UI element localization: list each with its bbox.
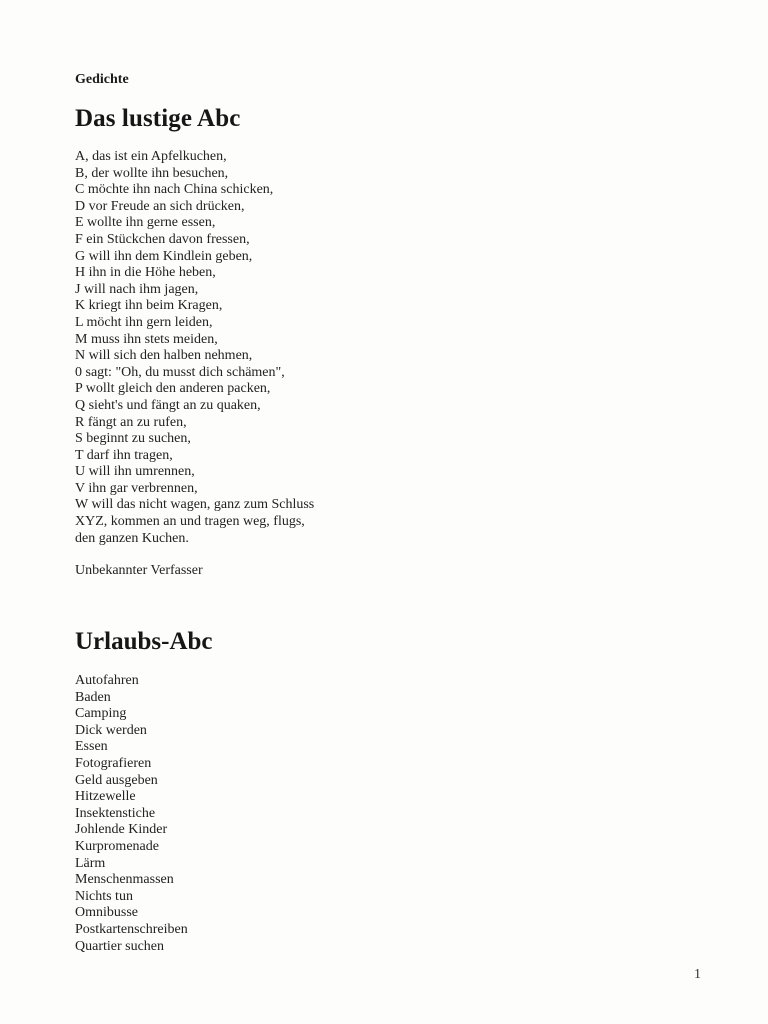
poem-line: B, der wollte ihn besuchen, — [75, 165, 229, 181]
poem-line: L möcht ihn gern leiden, — [75, 314, 213, 330]
poem-line: F ein Stückchen davon fressen, — [75, 231, 250, 247]
list-item: Nichts tun — [75, 888, 133, 904]
list-item: Quartier suchen — [75, 938, 165, 954]
poem-line: N will sich den halben nehmen, — [75, 348, 253, 364]
poem-title: Das lustige Abc — [75, 105, 241, 132]
poem-line: R fängt an zu rufen, — [75, 414, 187, 430]
list-item: Hitzewelle — [75, 789, 136, 805]
list-item: Lärm — [75, 855, 106, 871]
poem-line: A, das ist ein Apfelkuchen, — [75, 149, 227, 164]
list-item: Essen — [75, 739, 108, 755]
poem-line: P wollt gleich den anderen packen, — [75, 381, 271, 397]
page-number: 1 — [694, 967, 701, 982]
poem-line: 0 sagt: "Oh, du musst dich schämen", — [75, 364, 285, 380]
poem-line: XYZ, kommen an und tragen weg, flugs, — [75, 514, 305, 530]
poem-line: K kriegt ihn beim Kragen, — [75, 298, 223, 314]
poem-lines — [75, 149, 314, 547]
list-item: Autofahren — [75, 673, 139, 688]
list-item: Insektenstiche — [75, 805, 156, 821]
poem-line: C möchte ihn nach China schicken, — [75, 182, 274, 198]
poem-line: G will ihn dem Kindlein geben, — [75, 248, 253, 264]
poem-line: W will das nicht wagen, ganz zum Schluss — [75, 497, 315, 513]
poem-line: Q sieht's und fängt an zu quaken, — [75, 397, 261, 413]
poem-line: V ihn gar verbrennen, — [75, 480, 198, 496]
list-item: Kurpromenade — [75, 838, 159, 854]
list-item: Dick werden — [75, 722, 147, 738]
poem-line: J will nach ihm jagen, — [75, 281, 199, 297]
list-item: Omnibusse — [75, 905, 138, 921]
list-item: Baden — [75, 689, 111, 705]
list-item: Camping — [75, 706, 127, 722]
vacation-list — [75, 673, 188, 955]
list-item: Johlende Kinder — [75, 822, 168, 838]
poem-line: D vor Freude an sich drücken, — [75, 198, 245, 214]
poem-line: U will ihn umrennen, — [75, 464, 195, 480]
list-item: Geld ausgeben — [75, 772, 158, 788]
poem-line: M muss ihn stets meiden, — [75, 331, 218, 347]
poem-line: S beginnt zu suchen, — [75, 431, 191, 447]
list-item: Fotografieren — [75, 755, 152, 771]
list-item: Postkartenschreiben — [75, 921, 188, 937]
poem-line: H ihn in die Höhe heben, — [75, 265, 216, 281]
poem-line: E wollte ihn gerne essen, — [75, 215, 216, 231]
list-title: Urlaubs-Abc — [75, 628, 213, 655]
section-label: Gedichte — [75, 72, 129, 87]
poem-line: den ganzen Kuchen. — [75, 530, 189, 546]
poem-line: T darf ihn tragen, — [75, 447, 173, 463]
poem-author: Unbekannter Verfasser — [75, 563, 203, 578]
list-item: Menschenmassen — [75, 872, 174, 888]
